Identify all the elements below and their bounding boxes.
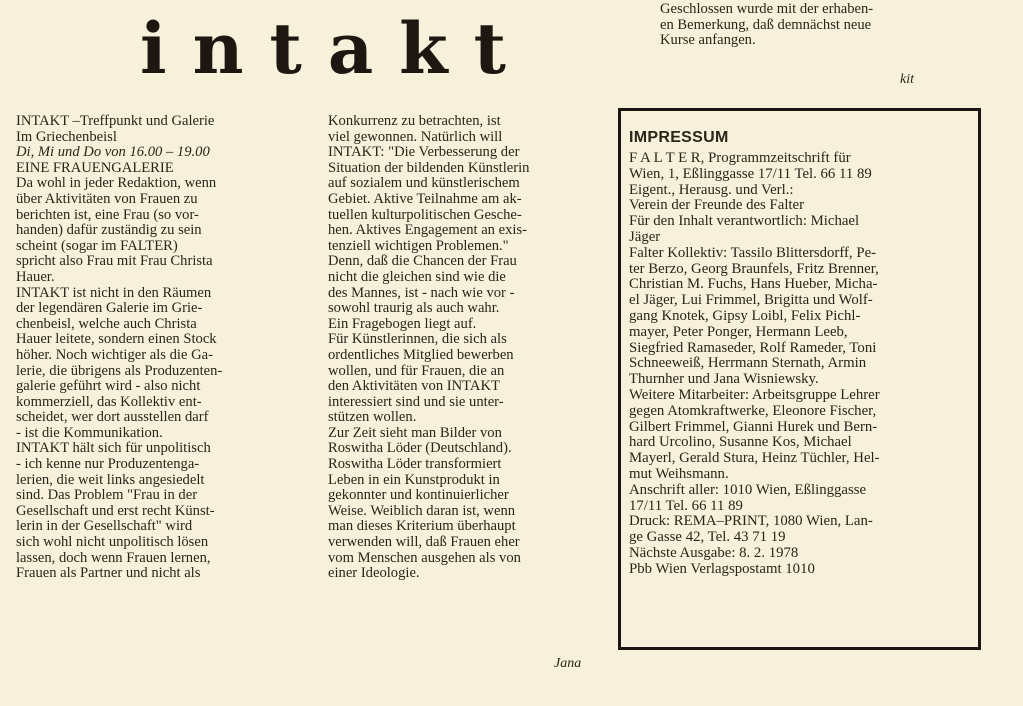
text-line: lerin in der Gesellschaft" wird [16,518,193,535]
text-line: Gesellschaft und erst recht Künst- [16,502,215,519]
text-line: berichten ist, eine Frau (so vor- [16,206,199,223]
text-line: mayer, Peter Ponger, Hermann Leeb, [629,323,848,340]
text-line: Gilbert Frimmel, Gianni Hurek und Bern- [629,418,878,435]
text-line: Gebiet. Aktive Teilnahme am ak- [328,190,522,207]
text-line: Falter Kollektiv: Tassilo Blittersdorff, Pe- [629,244,877,261]
text-line: tuellen kulturpolitischen Gesche- [328,206,522,223]
text-line: hard Urcolino, Susanne Kos, Michael [629,434,852,451]
masthead-title: intakt [140,7,533,90]
text-line: Druck: REMA–PRINT, 1080 Wien, Lan- [629,513,873,530]
text-line: höher. Noch wichtiger als die Ga- [16,346,213,363]
text-line: Siegfried Ramaseder, Rolf Rameder, Toni [629,339,877,356]
text-line: sich wohl nicht unpolitisch lösen [16,534,209,551]
text-line: wollen, und für Frauen, die an [328,362,505,379]
text-line: en Bemerkung, daß demnächst neue [660,16,872,33]
text-line: ter Berzo, Georg Braunfels, Fritz Brenner, [629,260,879,277]
text-line: sind. Das Problem "Frau in der [16,487,198,504]
text-line: Eigent., Herausg. und Verl.: [629,181,794,198]
text-line: 17/11 Tel. 66 11 89 [629,497,743,514]
text-line: Thurnher und Jana Wisniewsky. [629,371,819,388]
text-line: gang Knotek, Gipsy Loibl, Felix Pichl- [629,307,861,324]
impressum-body [629,151,970,578]
text-line: einer Ideologie. [328,565,420,582]
text-line: sowohl traurig als auch wahr. [328,300,500,317]
text-line: ge Gasse 42, Tel. 43 71 19 [629,529,786,546]
text-line: ordentliches Mitglied bewerben [328,346,514,363]
text-line: Christian M. Fuchs, Hans Hueber, Micha- [629,276,878,293]
text-line: - ist die Kommunikation. [16,424,163,441]
impressum-box [618,108,981,650]
text-line: verwenden will, daß Frauen eher [328,534,520,551]
text-line: stützen wollen. [328,409,417,426]
signature-jana: Jana [554,656,582,671]
text-line: gekonnter und kontinuierlicher [328,487,509,504]
text-line: spricht also Frau mit Frau Christa [16,253,213,270]
impressum-title: IMPRESSUM [629,129,729,146]
article-column-1 [16,114,316,582]
article-column-2 [328,114,613,582]
text-line: Hauer leitete, sondern einen Stock [16,331,217,348]
text-line: Für den Inhalt verantwortlich: Michael [629,213,860,230]
text-line: Leben in ein Kunstprodukt in [328,471,500,488]
article-hours: Di, Mi und Do von 16.00 – 19.00 [16,144,210,161]
text-line: nicht die gleichen sind wie die [328,268,506,285]
text-line: der legendären Galerie im Grie- [16,300,203,317]
text-line: galerie geführt wird - also nicht [16,378,201,395]
text-line: interessiert sind und sie unter- [328,393,504,410]
text-line: hen. Aktives Engagement an exis- [328,222,527,239]
text-line: Roswitha Löder transformiert [328,456,502,473]
text-line: Zur Zeit sieht man Bilder von [328,424,502,441]
text-line: scheidet, wer dort ausstellen darf [16,409,209,426]
text-line: INTAKT ist nicht in den Räumen [16,284,212,301]
article-body-1 [16,176,316,581]
text-line: scheint (sogar im FALTER) [16,237,178,254]
text-line: mut Weihsmann. [629,465,729,482]
text-line: - ich kenne nur Produzentenga- [16,456,200,473]
text-line: Ein Fragebogen liegt auf. [328,315,477,332]
text-line: INTAKT: "Die Verbesserung der [328,144,520,161]
signature-kit: kit [900,72,914,87]
text-line: Jäger [629,228,661,245]
text-line: Hauer. [16,268,55,285]
text-line: auf sozialem und künstlerischem [328,175,520,192]
text-line: Kurse anfangen. [660,32,756,49]
previous-article-ending [660,2,960,49]
text-line: des Mannes, ist - nach wie vor - [328,284,515,301]
text-line: kommerziell, das Kollektiv ent- [16,393,202,410]
text-line: Da wohl in jeder Redaktion, wenn [16,175,217,192]
text-line: INTAKT hält sich für unpolitisch [16,440,211,457]
text-line: man dieses Kriterium überhaupt [328,518,516,535]
text-line: Verein der Freunde des Falter [629,197,805,214]
text-line: Frauen als Partner und nicht als [16,565,201,582]
text-line: Schneeweiß, Herrmann Sternath, Armin [629,355,867,372]
text-line: chenbeisl, welche auch Christa [16,315,197,332]
text-line: Roswitha Löder (Deutschland). [328,440,512,457]
text-line: Anschrift aller: 1010 Wien, Eßlinggasse [629,481,867,498]
text-line: F A L T E R, Programmzeitschrift für [629,150,851,166]
article-heading: INTAKT –Treffpunkt und Galerie [16,113,215,129]
text-line: Mayerl, Gerald Stura, Heinz Tüchler, Hel- [629,450,880,467]
text-line: Konkurrenz zu betrachten, ist [328,113,501,129]
text-line: Nächste Ausgabe: 8. 2. 1978 [629,544,799,561]
text-line: Wien, 1, Eßlinggasse 17/11 Tel. 66 11 89 [629,165,872,182]
text-line: Denn, daß die Chancen der Frau [328,253,517,270]
text-line: Weise. Weiblich daran ist, wenn [328,502,516,519]
text-line: den Aktivitäten von INTAKT [328,378,500,395]
text-line: Pbb Wien Verlagspostamt 1010 [629,560,815,577]
text-line: lassen, doch wenn Frauen lernen, [16,549,211,566]
text-line: lerien, die weit links angesiedelt [16,471,205,488]
text-line: Weitere Mitarbeiter: Arbeitsgruppe Lehrer [629,386,880,403]
text-line: vom Menschen ausgehen als von [328,549,521,566]
text-line: el Jäger, Lui Frimmel, Brigitta und Wolf- [629,292,873,309]
text-line: Geschlossen wurde mit der erhaben- [660,1,874,17]
text-line: handen) dafür zuständig zu sein [16,222,202,239]
article-location: Im Griechenbeisl [16,128,117,145]
text-line: tenziell wichtigen Problemen." [328,237,509,254]
text-line: viel gewonnen. Natürlich will [328,128,503,145]
text-line: über Aktivitäten von Frauen zu [16,190,198,207]
text-line: Situation der bildenden Künstlerin [328,159,530,176]
article-subtitle: EINE FRAUENGALERIE [16,159,174,176]
text-line: lerie, die übrigens als Produzenten- [16,362,223,379]
text-line: Für Künstlerinnen, die sich als [328,331,507,348]
text-line: gegen Atomkraftwerke, Eleonore Fischer, [629,402,877,419]
